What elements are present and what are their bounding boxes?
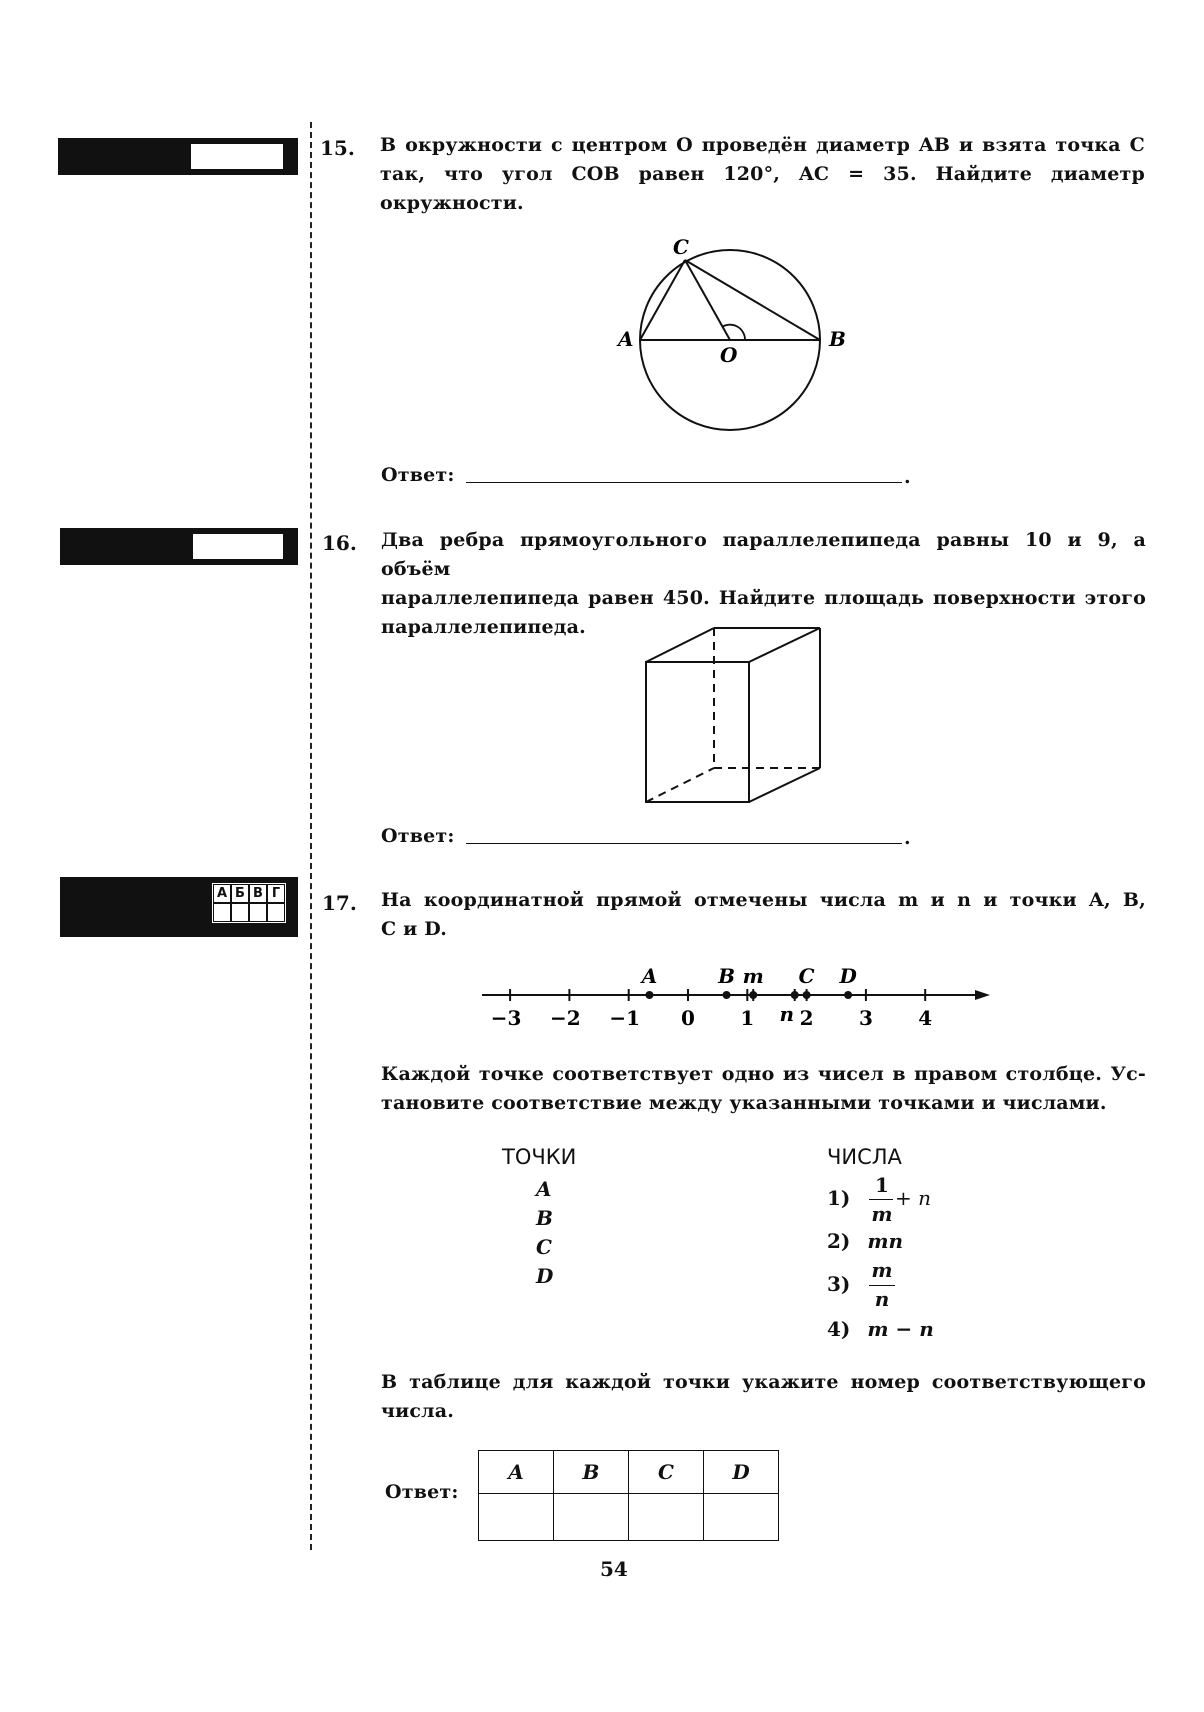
circle-figure [600, 232, 850, 442]
fraction-bar [869, 1199, 893, 1200]
abcd-letters-row [213, 884, 285, 903]
label-c: C [673, 235, 689, 259]
answer-line-16[interactable] [466, 843, 902, 844]
point-label-n: n [779, 1002, 795, 1026]
text-line: C и D. [381, 918, 448, 940]
chord-cb [685, 260, 820, 340]
cut-line [310, 122, 312, 1550]
abcd-box-17[interactable] [212, 883, 286, 923]
numbers-header: ЧИСЛА [827, 1145, 902, 1169]
answer-table-head-cell: D [704, 1451, 779, 1494]
option-2 [827, 1229, 903, 1253]
problem-number-17: 17. [322, 891, 357, 915]
option-number: 3) [827, 1272, 851, 1296]
hidden-edge-diagonal [646, 768, 714, 802]
option-text: mn [867, 1229, 904, 1253]
front-face [646, 662, 749, 802]
problem-17-para2 [381, 1368, 1146, 1426]
text-line: Каждой точке соответствует одно из чисел в правом столбце. Ус- [381, 1063, 1146, 1085]
answer-table-head-cell: B [554, 1451, 629, 1494]
tick-label: 2 [799, 1006, 814, 1030]
fraction-bottom: m [871, 1202, 893, 1226]
problem-17-text [381, 886, 1146, 944]
point-label-m: m [742, 964, 764, 988]
option-number: 4) [827, 1317, 851, 1341]
abcd-letter: Г [267, 884, 285, 903]
answer-input-cell[interactable] [479, 1494, 554, 1541]
abcd-input-cell[interactable] [267, 903, 285, 922]
answer-table-head-cell: A [479, 1451, 554, 1494]
point-label-D: D [839, 964, 857, 988]
chord-ac [640, 260, 685, 340]
tick-label: −2 [550, 1006, 581, 1030]
number-line [470, 955, 1000, 1035]
label-o: O [720, 343, 738, 367]
axis-arrow [975, 990, 990, 1000]
answer-table-17 [478, 1450, 779, 1541]
answer-input-cell[interactable] [629, 1494, 704, 1541]
point-dot-D [844, 991, 852, 999]
tick-label: −1 [609, 1006, 641, 1030]
point-label-C: C [798, 964, 815, 988]
radius-co [685, 260, 730, 340]
tick-label: 4 [918, 1006, 933, 1030]
answer-dot-16: . [904, 827, 911, 849]
text-line: параллелепипеда равен 450. Найдите площадь поверхности этого [381, 587, 1146, 609]
abcd-letter: Б [231, 884, 249, 903]
answer-table-head-cell: C [629, 1451, 704, 1494]
text-line: В таблице для каждой точки укажите номер соответствующего [381, 1371, 1146, 1393]
problem-15-text [380, 131, 1145, 218]
point-item: C [536, 1235, 552, 1259]
answer-line-15[interactable] [466, 482, 902, 483]
answer-table-header [479, 1451, 779, 1494]
point-dot-A [645, 991, 653, 999]
label-b: B [829, 327, 846, 351]
text-line: На координатной прямой отмечены числа m и n и точки A, B, [381, 889, 1146, 911]
option-number: 2) [827, 1229, 851, 1253]
point-dot-m [749, 991, 757, 999]
text-line: окружности. [380, 192, 524, 214]
point-dot-B [723, 991, 731, 999]
abcd-input-cell[interactable] [249, 903, 267, 922]
text-line: числа. [381, 1400, 455, 1422]
problem-17-para1 [381, 1060, 1146, 1118]
fraction-bottom: n [874, 1287, 890, 1311]
fraction-top: m [871, 1258, 893, 1282]
option-number: 1) [827, 1186, 851, 1210]
answer-input-cell[interactable] [554, 1494, 629, 1541]
point-dot-C [803, 991, 811, 999]
edge-bottom-right [749, 768, 820, 802]
answer-box-15[interactable] [190, 143, 284, 170]
option-rest: + n [895, 1186, 931, 1210]
point-label-A: A [641, 964, 658, 988]
answer-label-17: Ответ: [385, 1481, 459, 1503]
fraction-top: 1 [875, 1173, 889, 1197]
parallelepiped-figure [640, 620, 830, 810]
abcd-input-cell[interactable] [213, 903, 231, 922]
edge-top-right [749, 628, 820, 662]
answer-label-16: Ответ: [381, 825, 455, 847]
answer-dot-15: . [904, 466, 911, 488]
answer-input-cell[interactable] [704, 1494, 779, 1541]
point-label-B: B [718, 964, 735, 988]
tick-label: 1 [740, 1006, 755, 1030]
text-line: так, что угол COB равен 120°, AC = 35. Найдите диаметр [380, 163, 1145, 185]
points-column [536, 1175, 556, 1291]
text-line: В окружности с центром O проведён диаметр AB и взята точка C [380, 134, 1145, 156]
answer-table-input-row[interactable] [479, 1494, 779, 1541]
text-line: Два ребра прямоугольного параллелепипеда равны 10 и 9, а объём [381, 529, 1146, 580]
text-line: тановите соответствие между указанными точками и числами. [381, 1092, 1107, 1114]
answer-box-16[interactable] [192, 533, 284, 560]
label-a: A [618, 327, 634, 351]
edge-top-left [646, 628, 714, 662]
abcd-input-cell[interactable] [231, 903, 249, 922]
option-text: m − n [867, 1317, 934, 1341]
abcd-input-row[interactable] [213, 903, 285, 922]
tick-label: 3 [858, 1006, 873, 1030]
answer-label-15: Ответ: [381, 464, 455, 486]
text-line: параллелепипеда. [381, 616, 586, 638]
fraction-bar [869, 1285, 895, 1286]
problem-number-16: 16. [322, 531, 357, 555]
abcd-letter: В [249, 884, 267, 903]
page-number: 54 [600, 1557, 628, 1581]
point-item: D [536, 1264, 554, 1288]
point-item: B [536, 1206, 553, 1230]
abcd-letter: А [213, 884, 231, 903]
point-dot-n [791, 991, 799, 999]
tick-label: 0 [681, 1006, 695, 1030]
point-item: A [536, 1177, 552, 1201]
points-header: ТОЧКИ [502, 1145, 577, 1169]
tick-label: −3 [490, 1006, 522, 1030]
option-4 [827, 1317, 934, 1341]
problem-number-15: 15. [320, 136, 355, 160]
